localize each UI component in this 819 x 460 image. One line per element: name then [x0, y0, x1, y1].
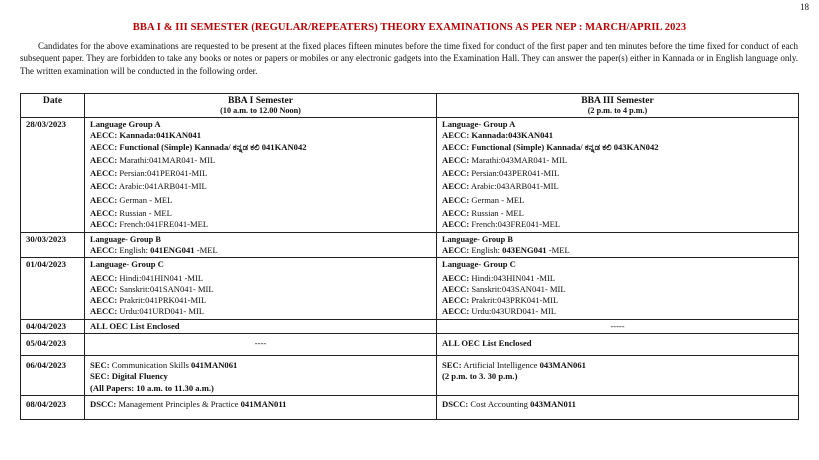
paper-line: AECC: French:041FRE041-MEL	[90, 219, 209, 230]
sem1-cell	[85, 118, 437, 233]
sem1-cell: DSCC: Management Principles & Practice 041MAN011	[85, 395, 437, 419]
paper-line: AECC: Sanskrit:041SAN041- MIL	[90, 283, 214, 294]
paper-line: AECC: Prakrit:043PRK041-MIL	[442, 295, 559, 306]
paper-line: AECC: Persian:043PER041-MIL	[442, 168, 560, 179]
group-label: Language- Group B	[90, 234, 161, 244]
row-date: 06/04/2023	[21, 356, 85, 396]
timing-note: (2 p.m. to 3. 30 p.m.)	[442, 371, 518, 382]
paper-line: AECC: German - MEL	[90, 194, 173, 205]
paper-line: AECC: English: 043ENG041 -MEL	[442, 244, 570, 255]
row-date: 04/04/2023	[21, 319, 85, 333]
paper-line: AECC: English: 041ENG041 -MEL	[90, 244, 218, 255]
sem3-cell: DSCC: Cost Accounting 043MAN011	[437, 395, 799, 419]
header-sem3	[437, 94, 799, 118]
paper-line: AECC: Hindi:043HIN041 -MIL	[442, 272, 556, 283]
group-label: Language- Group B	[442, 234, 513, 244]
paper-line: AECC: Russian - MEL	[90, 208, 172, 219]
paper-line: AECC: Functional (Simple) Kannada/ ಕನ್ನಡ ಕಲಿ 041KAN042	[90, 141, 307, 152]
group-label: Language- Group C	[442, 259, 516, 270]
paper-line: AECC: Hindi:041HIN041 -MIL	[90, 272, 204, 283]
paper-line: AECC: Functional (Simple) Kannada/ ಕನ್ನಡ ಕಲಿ 043KAN042	[442, 141, 659, 152]
timing-note: (All Papers: 10 a.m. to 11.30 a.m.)	[90, 382, 214, 393]
header-sem3-title: BBA III Semester	[581, 95, 654, 106]
row-date: 28/03/2023	[21, 118, 85, 233]
paper-line: AECC: Persian:041PER041-MIL	[90, 168, 208, 179]
sem3-cell	[437, 232, 799, 258]
sem3-cell: -----	[437, 319, 799, 333]
group-label: Language Group A	[90, 119, 161, 129]
sem3-cell	[437, 258, 799, 319]
paper-line: AECC: Arabic:041ARB041-MIL	[90, 181, 207, 192]
header-sem1-title: BBA I Semester	[227, 95, 293, 106]
paper-line: AECC: Prakrit:041PRK041-MIL	[90, 295, 207, 306]
table-header-row	[21, 94, 799, 118]
table-row	[21, 118, 799, 233]
paper-line: AECC: Urdu:043URD041- MIL	[442, 306, 557, 317]
paper-line: AECC: Sanskrit:043SAN041- MIL	[442, 283, 566, 294]
exam-timetable	[20, 93, 799, 420]
paper-line: AECC: Russian - MEL	[442, 208, 524, 219]
paper-line: AECC: Kannada:041KAN041	[90, 130, 202, 141]
row-date: 30/03/2023	[21, 232, 85, 258]
header-sem1-time: (10 a.m. to 12.00 Noon)	[220, 106, 301, 115]
sem3-cell	[437, 118, 799, 233]
paper-line: AECC: German - MEL	[442, 194, 525, 205]
paper-line: SEC: Communication Skills 041MAN061	[90, 360, 238, 371]
header-date: Date	[21, 94, 85, 118]
paper-line: AECC: Arabic:043ARB041-MIL	[442, 181, 559, 192]
paper-line: AECC: Marathi:043MAR041- MIL	[442, 154, 568, 165]
paper-line: AECC: Marathi:041MAR041- MIL	[90, 154, 216, 165]
table-row	[21, 395, 799, 419]
sem1-cell	[85, 356, 437, 396]
sem3-cell: ALL OEC List Enclosed	[437, 334, 799, 356]
table-row	[21, 258, 799, 319]
row-date: 01/04/2023	[21, 258, 85, 319]
table-row	[21, 356, 799, 396]
paper-line: AECC: Urdu:041URD041- MIL	[90, 306, 205, 317]
table-row	[21, 334, 799, 356]
page-number: 18	[800, 2, 809, 12]
group-label: Language- Group C	[90, 259, 164, 270]
sem1-cell: ALL OEC List Enclosed	[85, 319, 437, 333]
header-sem1	[85, 94, 437, 118]
exam-title: BBA I & III SEMESTER (REGULAR/REPEATERS) THEORY EXAMINATIONS AS PER NEP : MARCH/APRIL 2023	[132, 22, 687, 33]
table-row	[21, 232, 799, 258]
group-label: Language- Group A	[442, 119, 516, 129]
row-date: 08/04/2023	[21, 395, 85, 419]
paper-line: AECC: Kannada:043KAN041	[442, 130, 554, 141]
paper-line: SEC: Digital Fluency	[90, 371, 168, 382]
paper-line: AECC: French:043FRE041-MEL	[442, 219, 561, 230]
sem3-cell	[437, 356, 799, 396]
sem1-cell	[85, 258, 437, 319]
instructions-text: Candidates for the above examinations are requested to be present at the fixed places fifteen minutes before the time fixed for conduct of the first paper and ten minutes before the time fixed for conduct of each subsequent paper. They are forbidden to take any books or notes or papers or mobiles or any electronic gadgets into the Examination Hall. They can answer the paper(s) either in Kannada or in English language only. The written examination will be conducted in the following order.	[20, 41, 798, 76]
sem1-cell: ----	[85, 334, 437, 356]
sem1-cell	[85, 232, 437, 258]
header-sem3-time: (2 p.m. to 4 p.m.)	[587, 106, 648, 115]
paper-line: SEC: Artificial Intelligence 043MAN061	[442, 360, 586, 371]
instructions-paragraph	[20, 40, 798, 77]
table-row	[21, 319, 799, 333]
row-date: 05/04/2023	[21, 334, 85, 356]
